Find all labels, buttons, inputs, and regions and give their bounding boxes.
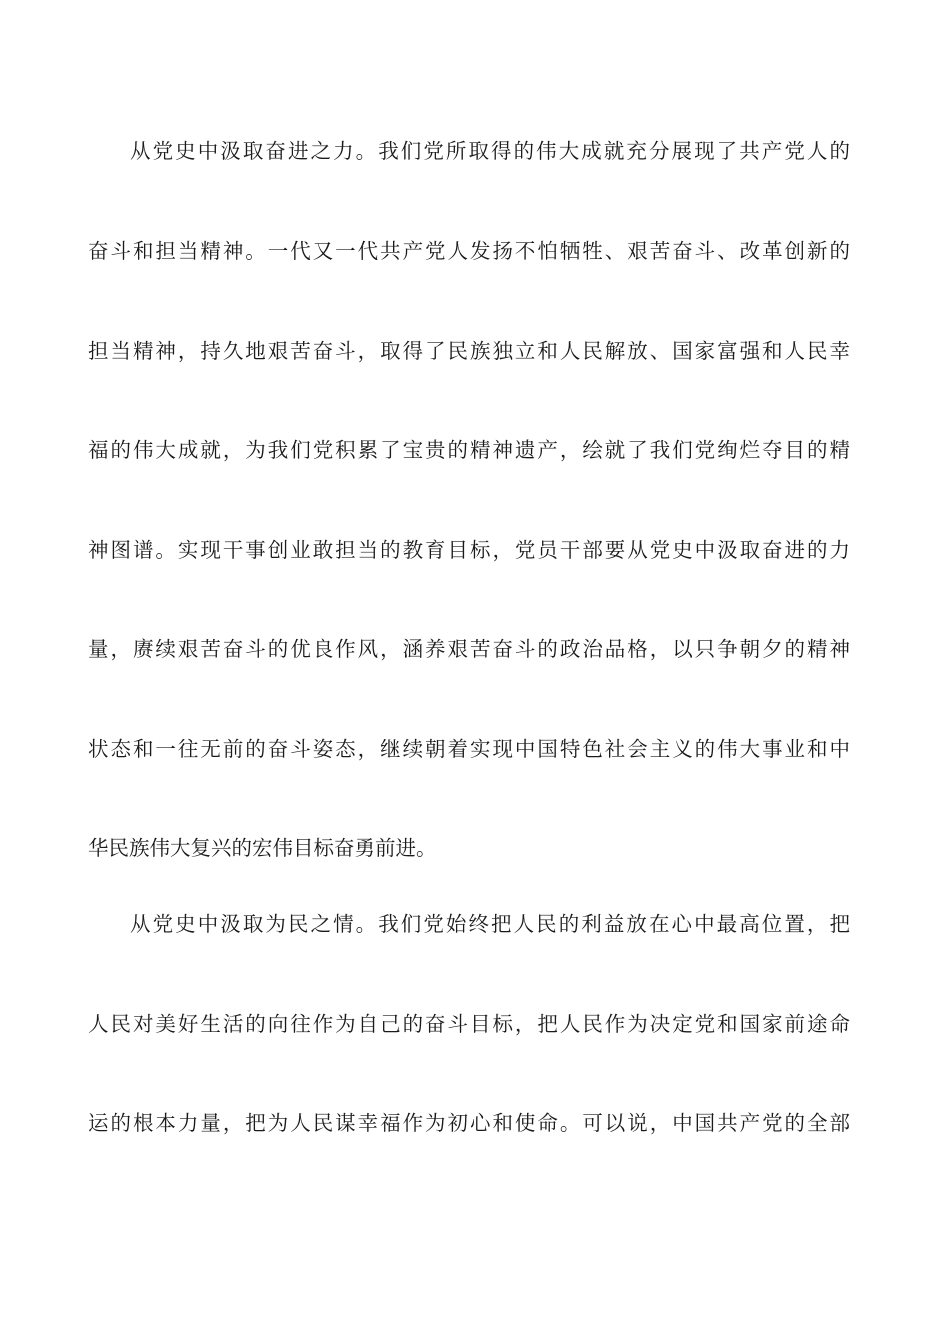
- text-line: 量，赓续艰苦奋斗的优良作风，涵养艰苦奋斗的政治品格，以只争朝夕的精神: [88, 637, 850, 661]
- text-line: 运的根本力量，把为人民谋幸福作为初心和使命。可以说，中国共产党的全部: [88, 1111, 850, 1135]
- text-line: 人民对美好生活的向往作为自己的奋斗目标，把人民作为决定党和国家前途命: [88, 1012, 850, 1036]
- text-line: 从党史中汲取为民之情。我们党始终把人民的利益放在心中最高位置，把: [130, 912, 850, 936]
- text-line: 从党史中汲取奋进之力。我们党所取得的伟大成就充分展现了共产党人的: [130, 139, 850, 163]
- text-line: 状态和一往无前的奋斗姿态，继续朝着实现中国特色社会主义的伟大事业和中: [88, 737, 850, 761]
- text-line: 华民族伟大复兴的宏伟目标奋勇前进。: [88, 836, 437, 860]
- text-line: 神图谱。实现干事创业敢担当的教育目标，党员干部要从党史中汲取奋进的力: [88, 538, 850, 562]
- text-line: 担当精神，持久地艰苦奋斗，取得了民族独立和人民解放、国家富强和人民幸: [88, 339, 850, 363]
- text-line: 奋斗和担当精神。一代又一代共产党人发扬不怕牺牲、艰苦奋斗、改革创新的: [88, 239, 850, 263]
- text-line: 福的伟大成就，为我们党积累了宝贵的精神遗产，绘就了我们党绚烂夺目的精: [88, 438, 850, 462]
